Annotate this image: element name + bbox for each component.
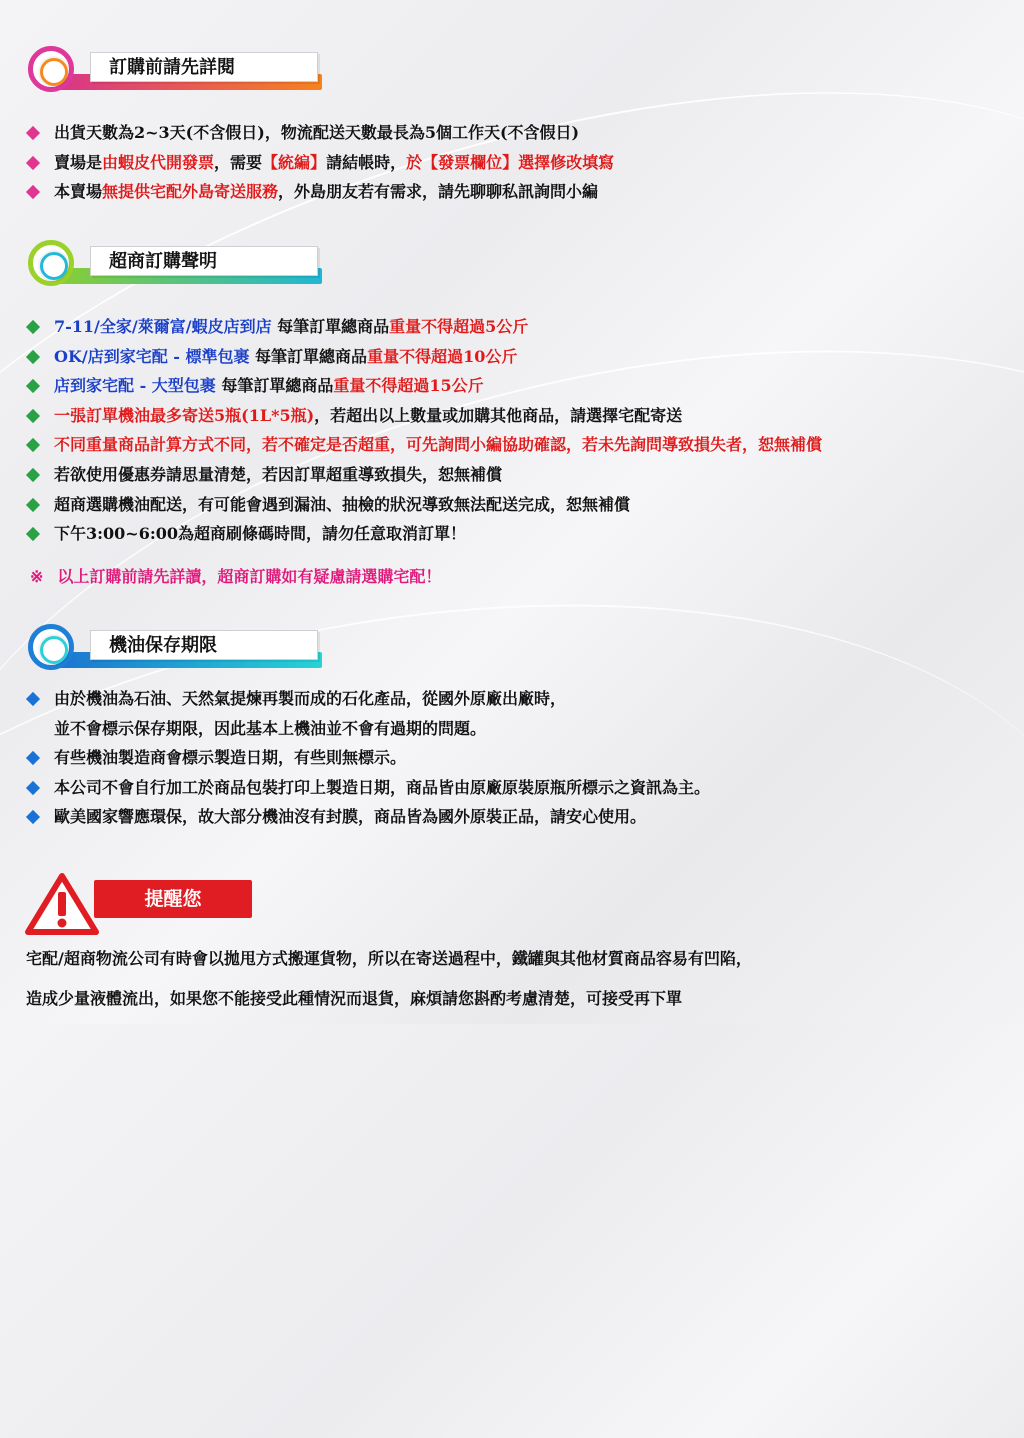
diamond-bullet-icon: [26, 185, 40, 199]
list-item: [26, 148, 614, 178]
list-item-text: 出貨天數為2~3天(不含假日)，物流配送天數最長為5個工作天(不含假日): [54, 123, 580, 142]
list-item-text: 每筆訂單總商品: [215, 376, 334, 396]
list-item: [26, 684, 710, 714]
order-notice-list: [26, 118, 614, 207]
list-item-text: 由於機油為石油、天然氣提煉再製而成的石化產品，從國外原廠出廠時，: [54, 689, 567, 708]
list-item-text: 由蝦皮代開發票: [102, 152, 215, 172]
diamond-bullet-icon: [26, 497, 40, 511]
list-item-text: ，若超出以上數量或加購其他商品，請選擇宅配寄送: [314, 405, 683, 425]
section-header-convenience-store: [28, 242, 298, 286]
list-item-text: 若欲使用優惠券請思量清楚，若因訂單超重導致損失，恕無補償: [54, 464, 503, 484]
diamond-bullet-icon: [26, 810, 40, 824]
section-title: 機油保存期限: [90, 630, 318, 660]
list-item-text: 一張訂單機油最多寄送5瓶(1L*5瓶): [54, 405, 315, 425]
diamond-bullet-icon: [26, 468, 40, 482]
list-item-text: 本公司不會自行加工於商品包裝打印上製造日期，商品皆由原廠原裝原瓶所標示之資訊為主。: [54, 777, 711, 797]
list-item-text: 無提供宅配外島寄送服務: [102, 182, 279, 202]
section-title: 超商訂購聲明: [90, 246, 318, 276]
diamond-bullet-icon: [26, 320, 40, 334]
list-item: [26, 312, 822, 342]
diamond-bullet-icon: [26, 350, 40, 364]
diamond-bullet-icon: [26, 156, 40, 170]
note-text: 以上訂購前請先詳讀，超商訂購如有疑慮請選購宅配！: [57, 567, 442, 586]
list-item-text: OK/店到家宅配 - 標準包裹: [54, 346, 250, 366]
diamond-bullet-icon: [26, 751, 40, 765]
list-item-text: 請結帳時，: [326, 152, 407, 172]
list-item: [26, 802, 710, 832]
list-item-text: 不同重量商品計算方式不同，若不確定是否超重，可先詢問小編協助確認，若未先詢問導致損失者，恕無補償: [54, 435, 823, 455]
list-item-text: 重量不得超過10公斤: [367, 346, 518, 366]
list-item-text: 超商選購機油配送，有可能會遇到漏油、抽檢的狀況導致無法配送完成，恕無補償: [54, 494, 631, 514]
list-item: [26, 519, 822, 549]
ring-icon: [28, 240, 74, 286]
diamond-bullet-icon: [26, 379, 40, 393]
diamond-bullet-icon: [26, 409, 40, 423]
diamond-bullet-icon: [26, 438, 40, 452]
warning-icon: [24, 872, 100, 936]
list-item-text: 每筆訂單總商品: [271, 317, 390, 336]
diamond-bullet-icon: [26, 126, 40, 140]
reminder-title: 提醒您: [94, 880, 252, 918]
list-item-text: 【統編】: [262, 152, 327, 172]
list-item: [26, 371, 822, 401]
list-item-text: 重量不得超過5公斤: [389, 317, 529, 336]
diamond-bullet-icon: [26, 781, 40, 795]
section-title: 訂購前請先詳閱: [90, 52, 318, 82]
ring-icon: [28, 46, 74, 92]
diamond-bullet-icon: [26, 527, 40, 541]
list-item: [26, 118, 614, 148]
reminder-line-2: 造成少量液體流出，如果您不能接受此種情況而退貨，麻煩請您斟酌考慮清楚，可接受再下單: [26, 989, 683, 1008]
diamond-bullet-icon: [26, 692, 40, 706]
list-item-text: ，需要: [214, 152, 263, 172]
ring-icon: [28, 624, 74, 670]
reminder-header: [24, 872, 234, 936]
list-item-text: ，外島朋友若有需求，請先聊聊私訊詢問小編: [278, 182, 599, 202]
list-item: [26, 773, 710, 803]
list-item-text: 重量不得超過15公斤: [333, 376, 484, 396]
list-item: [26, 177, 614, 207]
list-item-text: 店到家宅配 - 大型包裹: [54, 376, 216, 396]
section-header-order-notice: [28, 48, 298, 92]
list-item-text: 下午3:00~6:00為超商刷條碼時間，請勿任意取消訂單！: [54, 524, 467, 544]
list-item: [26, 490, 822, 520]
list-item: [26, 460, 822, 490]
list-item-text: 賣場是: [54, 152, 103, 172]
list-item-text: 歐美國家響應環保，故大部分機油沒有封膜，商品皆為國外原裝正品，請安心使用。: [54, 807, 647, 827]
oil-shelf-life-list: [26, 684, 710, 832]
list-item: [26, 430, 822, 460]
list-item-text: 每筆訂單總商品: [249, 346, 368, 366]
list-item: [26, 342, 822, 372]
reminder-line-1: 宅配/超商物流公司有時會以拋甩方式搬運貨物，所以在寄送過程中，鐵罐與其他材質商品容易有凹陷，: [26, 949, 752, 968]
reference-mark-icon: ※: [30, 567, 44, 586]
section-header-oil-shelf-life: [28, 626, 298, 670]
list-item-text: 本賣場: [54, 182, 103, 202]
list-item-text: 有些機油製造商會標示製造日期，有些則無標示。: [54, 748, 407, 768]
convenience-store-list: [26, 312, 822, 549]
list-item: [26, 743, 710, 773]
list-item: [26, 401, 822, 431]
list-item-continuation: [26, 714, 710, 744]
list-item-text: 於【發票欄位】選擇修改填寫: [406, 152, 615, 172]
order-warning-note: [30, 564, 441, 587]
list-item-text: 並不會標示保存期限，因此基本上機油並不會有過期的問題。: [54, 718, 487, 738]
list-item-text: 7-11/全家/萊爾富/蝦皮店到店: [54, 317, 272, 336]
